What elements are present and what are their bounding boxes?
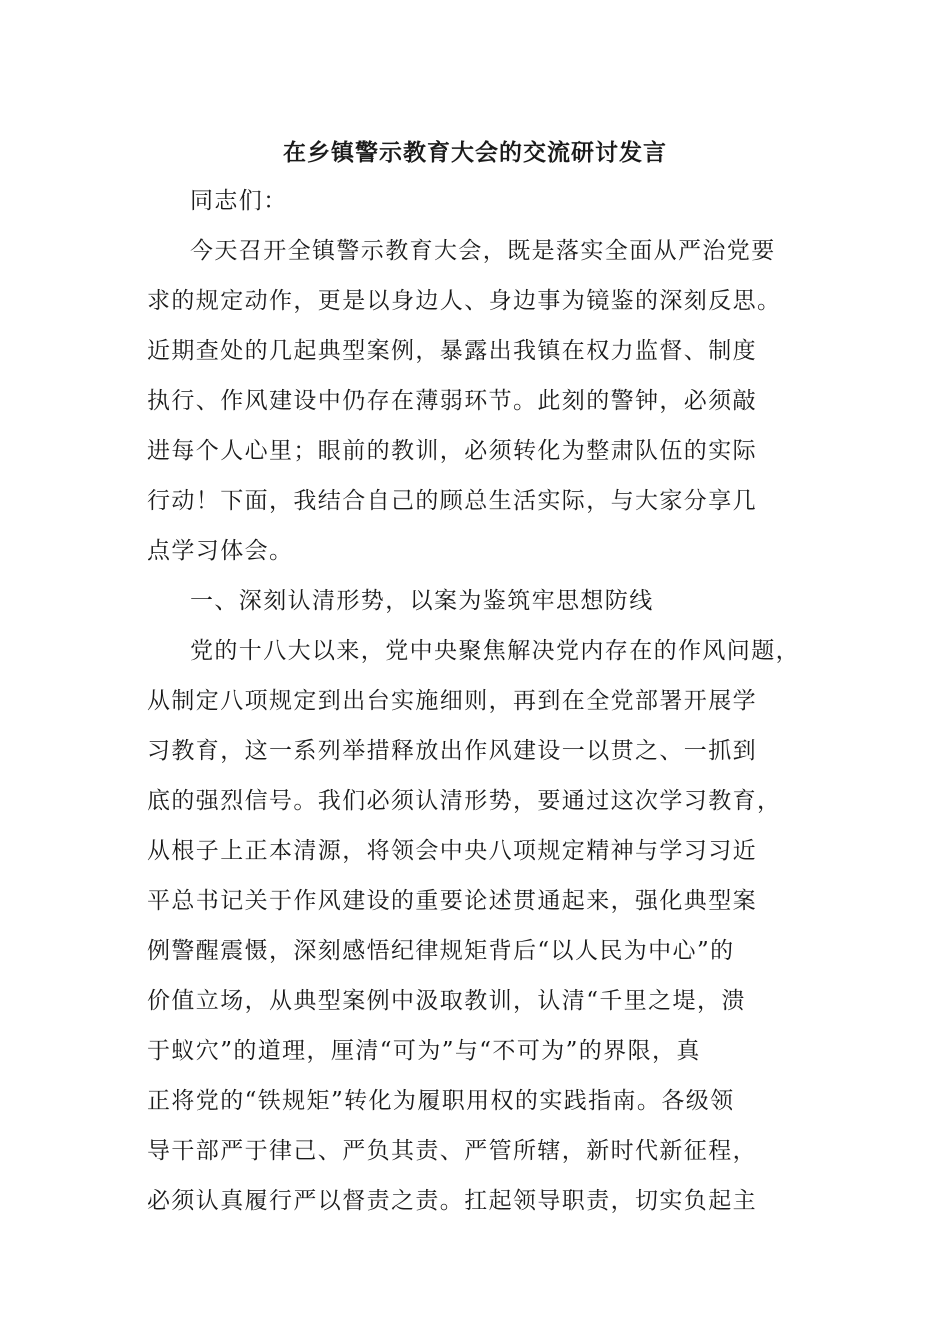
paragraph-line: 执行、作风建设中仍存在薄弱环节。此刻的警钟，必须敲 bbox=[147, 388, 757, 414]
section-heading: 一、深刻认清形势，以案为鉴筑牢思想防线 bbox=[190, 588, 654, 614]
paragraph-line: 从制定八项规定到出台实施细则，再到在全党部署开展学 bbox=[147, 688, 757, 714]
paragraph-line: 求的规定动作，更是以身边人、身边事为镜鉴的深刻反思。 bbox=[147, 288, 782, 314]
paragraph-line: 必须认真履行严以督责之责。扛起领导职责，切实负起主 bbox=[147, 1188, 757, 1214]
paragraph-line: 习教育，这一系列举措释放出作风建设一以贯之、一抓到 bbox=[147, 738, 757, 764]
paragraph-line: 于蚁穴”的道理，厘清“可为”与“不可为”的界限，真 bbox=[147, 1038, 701, 1064]
paragraph-line: 行动！下面，我结合自己的顾总生活实际，与大家分享几 bbox=[147, 488, 757, 514]
document-title: 在乡镇警示教育大会的交流研讨发言 bbox=[283, 139, 667, 166]
paragraph-line: 党的十八大以来，党中央聚焦解决党内存在的作风问题， bbox=[190, 638, 800, 664]
paragraph-line: 近期查处的几起典型案例，暴露出我镇在权力监督、制度 bbox=[147, 338, 757, 364]
paragraph-line: 价值立场，从典型案例中汲取教训，认清“千里之堤，溃 bbox=[147, 988, 746, 1014]
paragraph-line: 导干部严于律己、严负其责、严管所辖，新时代新征程， bbox=[147, 1138, 757, 1164]
salutation: 同志们： bbox=[190, 188, 288, 214]
paragraph-line: 从根子上正本清源，将领会中央八项规定精神与学习习近 bbox=[147, 838, 757, 864]
paragraph-line: 今天召开全镇警示教育大会，既是落实全面从严治党要 bbox=[190, 238, 776, 264]
paragraph-line: 进每个人心里；眼前的教训，必须转化为整肃队伍的实际 bbox=[147, 438, 757, 464]
paragraph-line: 平总书记关于作风建设的重要论述贯通起来，强化典型案 bbox=[147, 888, 757, 914]
paragraph-line: 例警醒震慑，深刻感悟纪律规矩背后“以人民为中心”的 bbox=[147, 938, 735, 964]
paragraph-line: 点学习体会。 bbox=[147, 538, 294, 564]
paragraph-line: 正将党的“铁规矩”转化为履职用权的实践指南。各级领 bbox=[147, 1088, 735, 1114]
paragraph-line: 底的强烈信号。我们必须认清形势，要通过这次学习教育， bbox=[147, 788, 782, 814]
